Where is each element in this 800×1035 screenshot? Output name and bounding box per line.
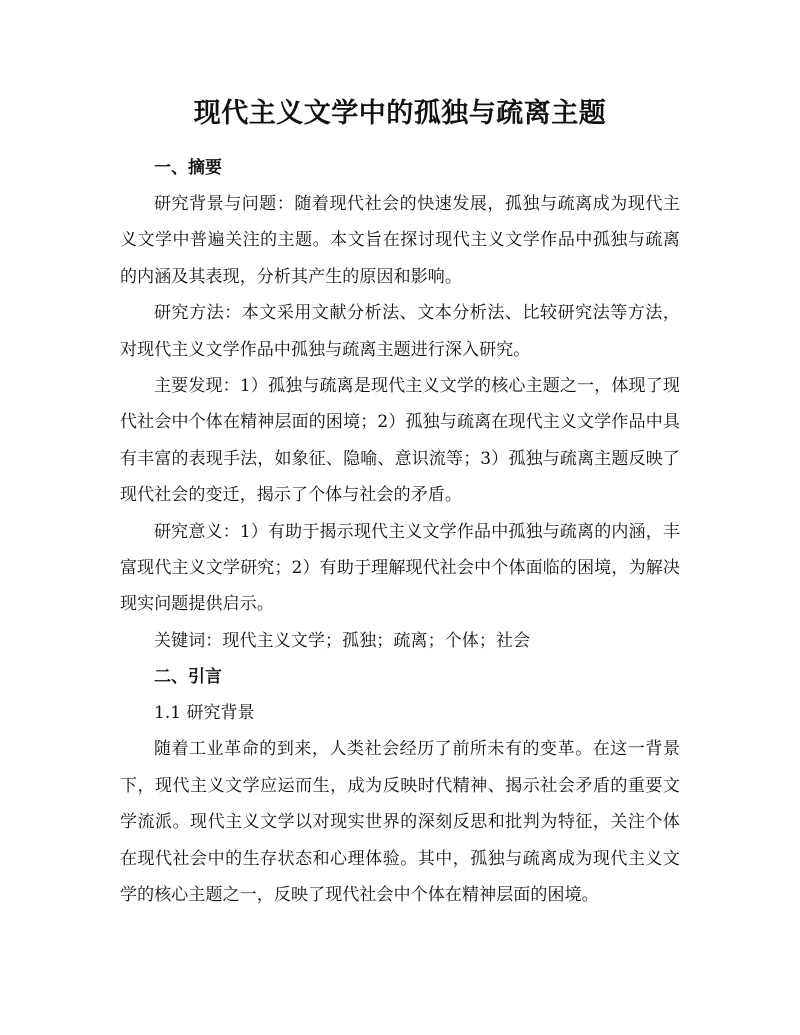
keywords-paragraph: 关键词：现代主义文学；孤独；疏离；个体；社会 (154, 630, 531, 651)
abstract-method-paragraph: 研究方法：本文采用文献分析法、文本分析法、比较研究法等方法，对现代主义文学作品中孤独与疏离主题进行深入研究。 (120, 303, 680, 360)
abstract-significance-paragraph: 研究意义：1）有助于揭示现代主义文学作品中孤独与疏离的内涵，丰富现代主义文学研究；2）有助于理解现代社会中个体面临的困境，为解决现实问题提供启示。 (120, 521, 680, 615)
abstract-background-paragraph: 研究背景与问题：随着现代社会的快速发展，孤独与疏离成为现代主义文学中普遍关注的主题。本文旨在探讨现代主义文学作品中孤独与疏离的内涵及其表现，分析其产生的原因和影响。 (120, 194, 680, 287)
document-title: 现代主义文学中的孤独与疏离主题 (193, 98, 607, 129)
introduction-heading: 二、引言 (154, 667, 222, 688)
abstract-heading: 一、摘要 (154, 158, 222, 178)
introduction-paragraph: 随着工业革命的到来，人类社会经历了前所未有的变革。在这一背景下，现代主义文学应运而生，成为反映时代精神、揭示社会矛盾的重要文学流派。现代主义文学以对现实世界的深刻反思和批判为特征，关注个体在现代社会中的生存状态和心理体验。其中，孤独与疏离成为现代主义文学的核心主题之一，反映了现代社会中个体在精神层面的困境。 (120, 739, 680, 905)
abstract-findings-paragraph: 主要发现：1）孤独与疏离是现代主义文学的核心主题之一，体现了现代社会中个体在精神层面的困境；2）孤独与疏离在现代主义文学作品中具有丰富的表现手法，如象征、隐喻、意识流等；3）孤独与疏离主题反映了现代社会的变迁，揭示了个体与社会的矛盾。 (120, 376, 680, 506)
background-subheading: 1.1 研究背景 (154, 703, 255, 724)
